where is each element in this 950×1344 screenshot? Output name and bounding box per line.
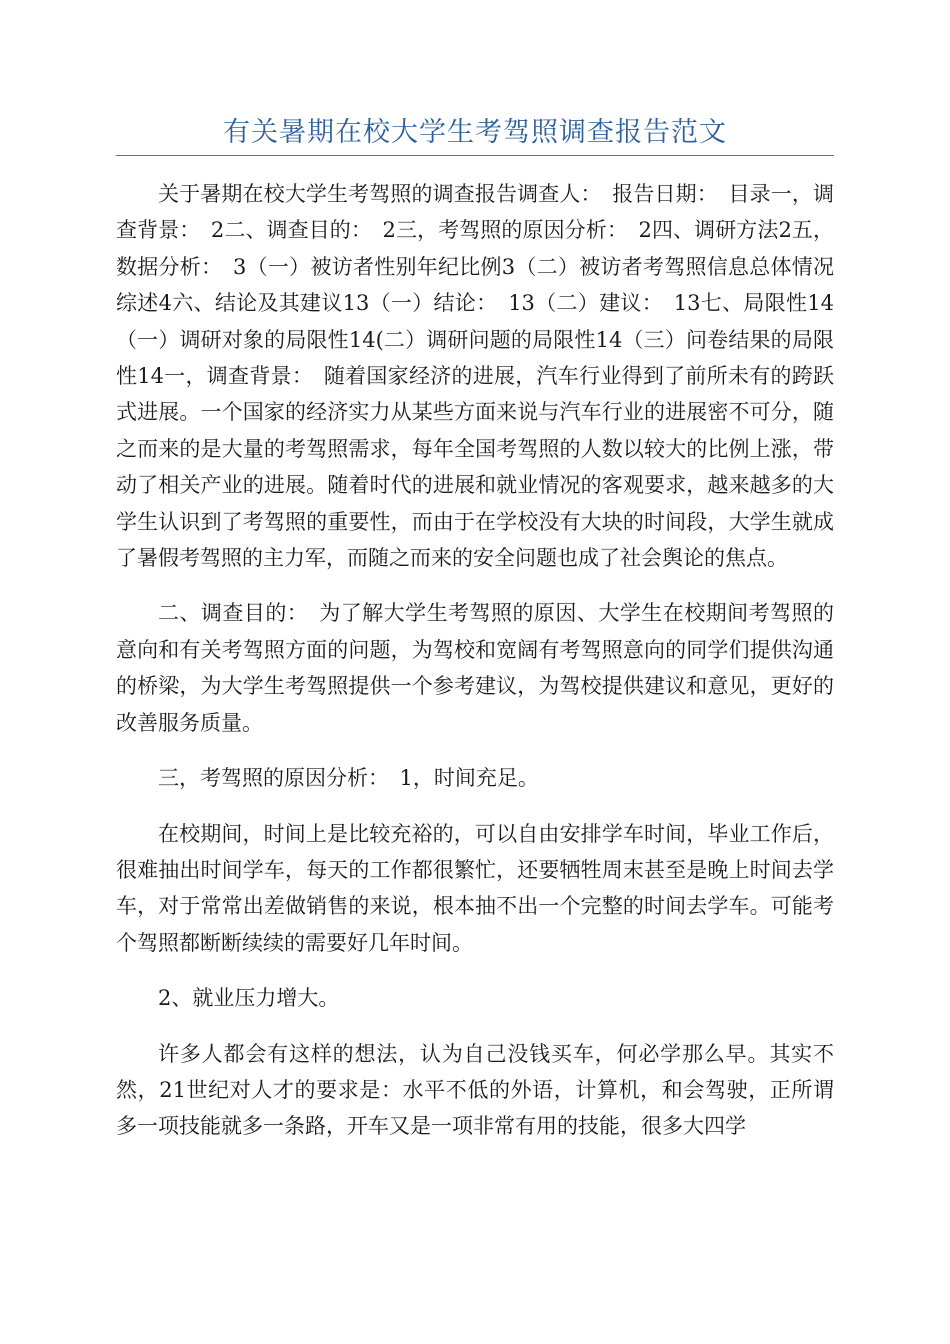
title-underline (116, 155, 834, 156)
paragraph-employment-heading: 2、就业压力增大。 (158, 986, 340, 1011)
paragraph-intro: 关于暑期在校大学生考驾照的调查报告调查人： 报告日期： 目录一，调查背景： 2二、调查目的： 2三，考驾照的原因分析： 2四、调研方法2五，数据分析： 3（一）被访者性别年纪比例3（二）被访者考驾照信息总体情况综述4六、结论及其建议13（一）结论： 13（二）建议： 13七、局限性14（一）调研对象的局限性14(二）调研问题的局限性14（三）问卷结果的局限性14一，调查背景： 随着国家经济的进展，汽车行业得到了前所未有的跨跃式进展。一个国家的经济实力从某些方面来说与汽车行业的进展密不可分，随之而来的是大量的考驾照需求，每年全国考驾照的人数以较大的比例上涨，带动了相关产业的进展。随着时代的进展和就业情况的客观要求，越来越多的大学生认识到了考驾照的重要性，而由于在学校没有大块的时间段，大学生就成了暑假考驾照的主力军，而随之而来的安全问题也成了社会舆论的焦点。 (116, 182, 834, 571)
paragraph-purpose: 二、调查目的： 为了解大学生考驾照的原因、大学生在校期间考驾照的意向和有关考驾照方面的问题，为驾校和宽阔有考驾照意向的同学们提供沟通的桥梁，为大学生考驾照提供一个参考建议，为驾校提供建议和意见，更好的改善服务质量。 (116, 601, 834, 735)
paragraph-time: 在校期间，时间上是比较充裕的，可以自由安排学车时间，毕业工作后，很难抽出时间学车，每天的工作都很繁忙，还要牺牲周末甚至是晚上时间去学车，对于常常出差做销售的来说，根本抽不出一个完整的时间去学车。可能考个驾照都断断续续的需要好几年时间。 (116, 821, 834, 955)
paragraph-employment: 许多人都会有这样的想法，认为自己没钱买车，何必学那么早。其实不然，21世纪对人才的要求是：水平不低的外语，计算机，和会驾驶，正所谓多一项技能就多一条路，开车又是一项非常有用的技能，很多大四学 (116, 1041, 834, 1139)
paragraph-reasons-heading: 三，考驾照的原因分析： 1，时间充足。 (158, 766, 539, 791)
document-title: 有关暑期在校大学生考驾照调查报告范文 (223, 117, 727, 148)
document-body (116, 176, 834, 1164)
